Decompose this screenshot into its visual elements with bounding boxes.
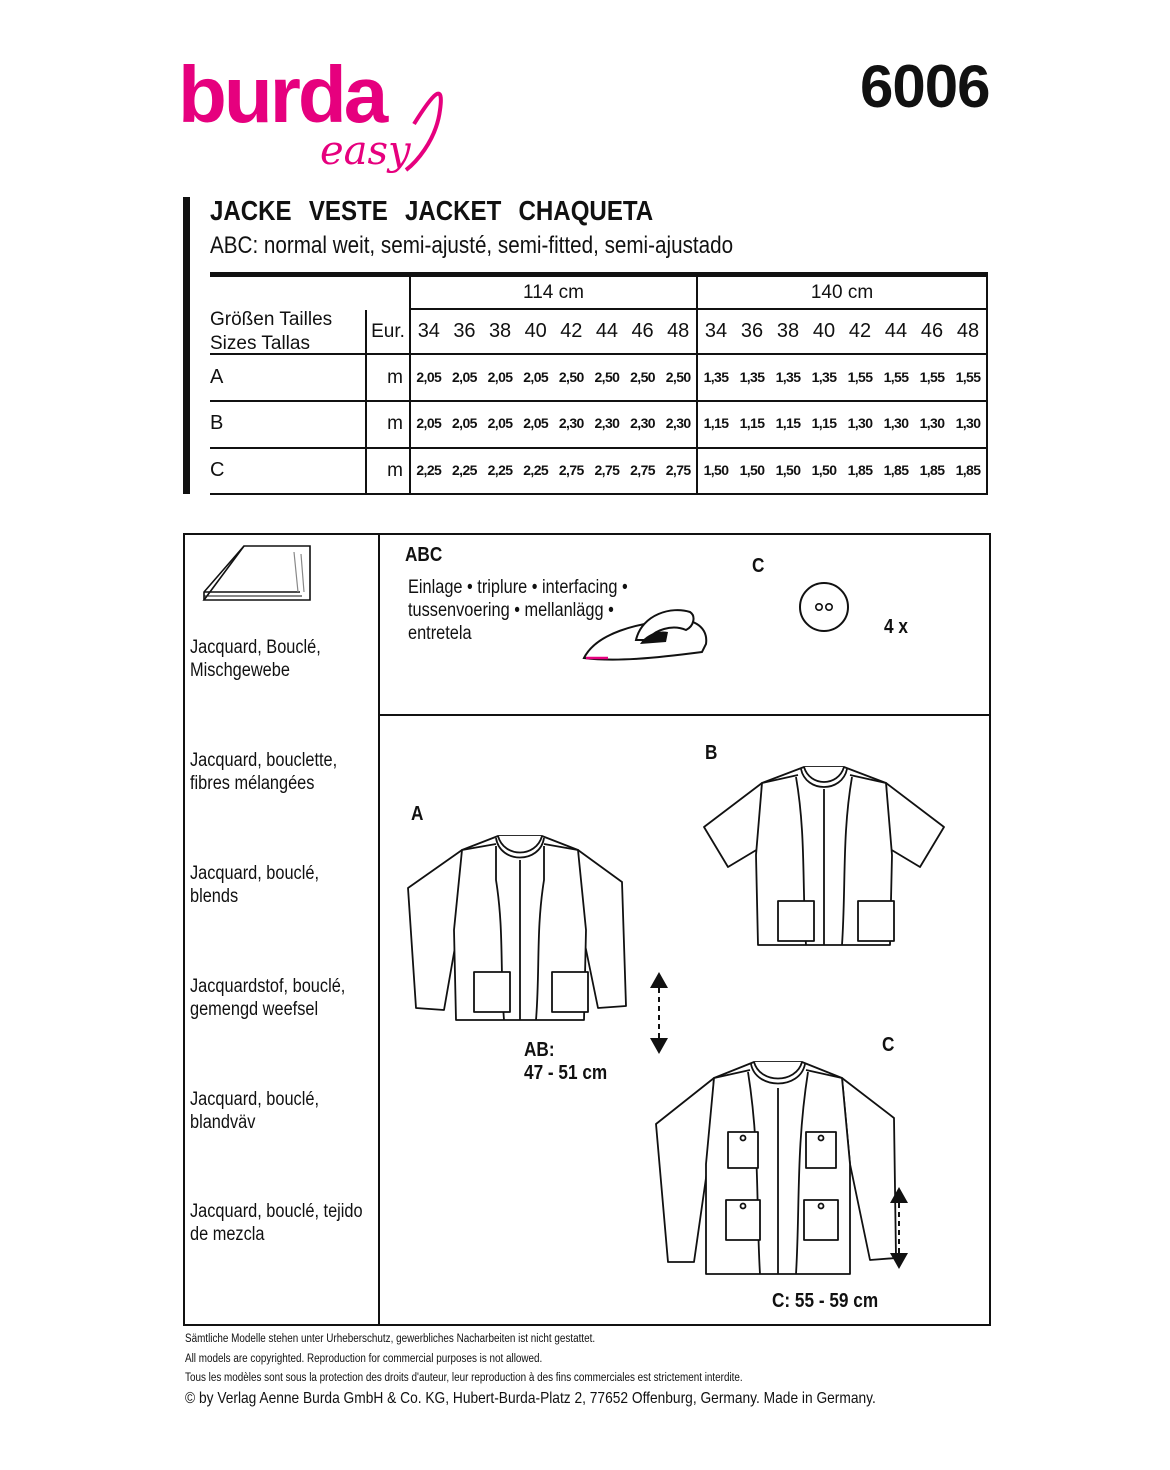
fabric-nl: Jacquardstof, bouclé, gemengd weefsel xyxy=(190,976,346,1020)
yardage-value: 1,50 xyxy=(703,462,729,478)
notions-divider xyxy=(378,714,991,716)
yardage-value: 2,05 xyxy=(487,415,513,431)
size-header: 44 xyxy=(595,320,619,342)
title-word-es: CHAQUETA xyxy=(518,195,654,226)
yardage-value: 2,25 xyxy=(523,462,549,478)
size-header: 44 xyxy=(884,320,908,342)
yardage-value: 2,05 xyxy=(452,415,477,431)
fabric-de: Jacquard, Bouclé, Mischgewebe xyxy=(190,637,321,681)
yardage-value: 2,50 xyxy=(665,369,691,385)
title-bar xyxy=(183,197,190,494)
yardage-value: 1,50 xyxy=(739,462,765,478)
yardage-value: 2,50 xyxy=(594,369,620,385)
yardage-value: 2,05 xyxy=(523,415,549,431)
size-header: 38 xyxy=(776,320,800,342)
width-header-140: 140 cm xyxy=(810,282,874,303)
size-header: 34 xyxy=(704,320,728,342)
length-arrow-c xyxy=(886,1185,912,1271)
yardage-value: 1,50 xyxy=(775,462,801,478)
title-word-fr: VESTE xyxy=(308,195,388,226)
copyright-notice-fr: Tous les modèles sont sous la protection des droits d'auteur, leur reproduction à des fins commerciales est strictement interdite. xyxy=(185,1372,743,1384)
row-unit: m xyxy=(387,460,403,481)
size-header: 40 xyxy=(524,320,547,342)
row-unit: m xyxy=(387,367,403,388)
view-b-label: B xyxy=(705,742,718,764)
yardage-value: 1,30 xyxy=(955,415,981,431)
yardage-value: 2,05 xyxy=(487,369,513,385)
yardage-value: 2,30 xyxy=(630,415,655,431)
length-arrow-a xyxy=(646,970,672,1056)
yardage-value: 1,55 xyxy=(883,369,909,385)
size-header: 42 xyxy=(848,320,872,342)
eur-label: Eur. xyxy=(371,321,405,342)
fabric-roll-icon xyxy=(196,542,316,604)
width-header-114: 114 cm xyxy=(523,282,584,303)
jacket-c-illustration xyxy=(650,1048,906,1284)
yardage-value: 1,15 xyxy=(775,415,801,431)
fabric-sv: Jacquard, bouclé, blandväv xyxy=(190,1089,319,1133)
yardage-value: 1,30 xyxy=(883,415,909,431)
fabric-en: Jacquard, bouclé, blends xyxy=(190,863,319,907)
yardage-value: 1,85 xyxy=(847,462,873,478)
logo-burda-text: burda xyxy=(178,52,386,139)
iron-icon xyxy=(576,600,716,670)
yardage-value: 2,30 xyxy=(558,415,584,431)
table-col-rule xyxy=(986,277,988,494)
jacket-a-illustration xyxy=(400,820,640,1030)
copyright-notice-de: Sämtliche Modelle stehen unter Urheberschutz, gewerbliches Nacharbeiten ist nicht gestattet. xyxy=(185,1333,596,1345)
yardage-value: 1,85 xyxy=(919,462,945,478)
row-view-label: B xyxy=(210,412,224,434)
yardage-value: 2,25 xyxy=(452,462,477,478)
row-unit: m xyxy=(387,413,403,434)
burda-easy-logo xyxy=(178,52,448,182)
yardage-value: 1,15 xyxy=(703,415,729,431)
yardage-value: 2,25 xyxy=(416,462,442,478)
yardage-value: 1,55 xyxy=(847,369,873,385)
size-header: 38 xyxy=(488,320,512,342)
interfacing-text: Einlage • triplure • interfacing • tussenvoering • mellanlägg • entretela xyxy=(408,577,628,644)
yardage-value: 2,05 xyxy=(416,415,442,431)
yardage-value: 2,50 xyxy=(630,369,655,385)
yardage-value: 1,15 xyxy=(739,415,765,431)
size-header: 40 xyxy=(812,320,836,342)
table-top-rule xyxy=(210,272,988,277)
size-header: 46 xyxy=(631,320,654,342)
button-icon xyxy=(797,580,851,634)
yardage-value: 1,55 xyxy=(955,369,981,385)
yardage-value: 1,30 xyxy=(919,415,945,431)
ab-length: AB: 47 - 51 cm xyxy=(524,1039,608,1084)
yardage-value: 2,05 xyxy=(416,369,442,385)
button-quantity: 4 x xyxy=(884,616,908,638)
fabric-fr: Jacquard, bouclette, fibres mélangées xyxy=(190,750,338,794)
yardage-value: 1,30 xyxy=(847,415,873,431)
yardage-value: 2,75 xyxy=(558,462,584,478)
copyright-line: © by Verlag Aenne Burda GmbH & Co. KG, Hubert-Burda-Platz 2, 77652 Offenburg, Germany. Made in Germany. xyxy=(185,1390,876,1407)
logo-easy-text: easy xyxy=(320,128,411,174)
yardage-value: 1,85 xyxy=(883,462,909,478)
yardage-value: 2,75 xyxy=(665,462,691,478)
c-length: C: 55 - 59 cm xyxy=(772,1290,879,1312)
size-label-line2: Sizes Tallas xyxy=(210,333,310,354)
yardage-value: 2,75 xyxy=(630,462,655,478)
yardage-value: 1,35 xyxy=(775,369,801,385)
size-header: 42 xyxy=(560,320,583,342)
yardage-value: 2,25 xyxy=(487,462,513,478)
yardage-value: 2,05 xyxy=(523,369,549,385)
yardage-value: 2,30 xyxy=(665,415,691,431)
garment-title xyxy=(210,195,670,227)
pattern-number: 6006 xyxy=(860,53,990,120)
fabric-column-divider xyxy=(378,533,380,1326)
yardage-value: 2,05 xyxy=(452,369,477,385)
title-word-de: JACKE xyxy=(210,195,292,226)
fit-description: ABC: normal weit, semi-ajusté, semi-fitted, semi-ajustado xyxy=(210,232,734,259)
row-view-label: C xyxy=(210,459,225,481)
fabric-es: Jacquard, bouclé, tejido de mezcla xyxy=(190,1201,363,1245)
yardage-value: 2,50 xyxy=(558,369,584,385)
row-view-label: A xyxy=(210,366,224,388)
title-word-en: JACKET xyxy=(404,195,502,226)
size-header: 48 xyxy=(956,320,980,342)
button-view-label: C xyxy=(752,555,765,577)
yardage-value: 1,35 xyxy=(811,369,837,385)
yardage-value: 2,30 xyxy=(594,415,620,431)
copyright-notice-en: All models are copyrighted. Reproduction for commercial purposes is not allowed. xyxy=(185,1353,543,1365)
yardage-value: 2,75 xyxy=(594,462,620,478)
size-header: 34 xyxy=(417,320,440,342)
view-a-label: A xyxy=(411,803,424,825)
size-header: 46 xyxy=(920,320,944,342)
yardage-value: 1,55 xyxy=(919,369,945,385)
yardage-value: 1,35 xyxy=(739,369,765,385)
yardage-value: 1,35 xyxy=(703,369,729,385)
size-header: 36 xyxy=(740,320,764,342)
size-label-line1: Größen Tailles xyxy=(210,309,333,330)
logo-swoosh xyxy=(406,94,441,170)
yardage-value: 1,85 xyxy=(955,462,981,478)
yardage-value: 1,15 xyxy=(811,415,837,431)
size-header: 36 xyxy=(453,320,476,342)
yardage-value: 1,50 xyxy=(811,462,837,478)
size-header: 48 xyxy=(667,320,690,342)
table-bottom-rule xyxy=(210,493,988,495)
jacket-b-illustration xyxy=(694,755,954,955)
view-c-label: C xyxy=(882,1034,895,1056)
interfacing-views-label: ABC xyxy=(405,544,443,566)
yardage-table xyxy=(210,272,988,495)
